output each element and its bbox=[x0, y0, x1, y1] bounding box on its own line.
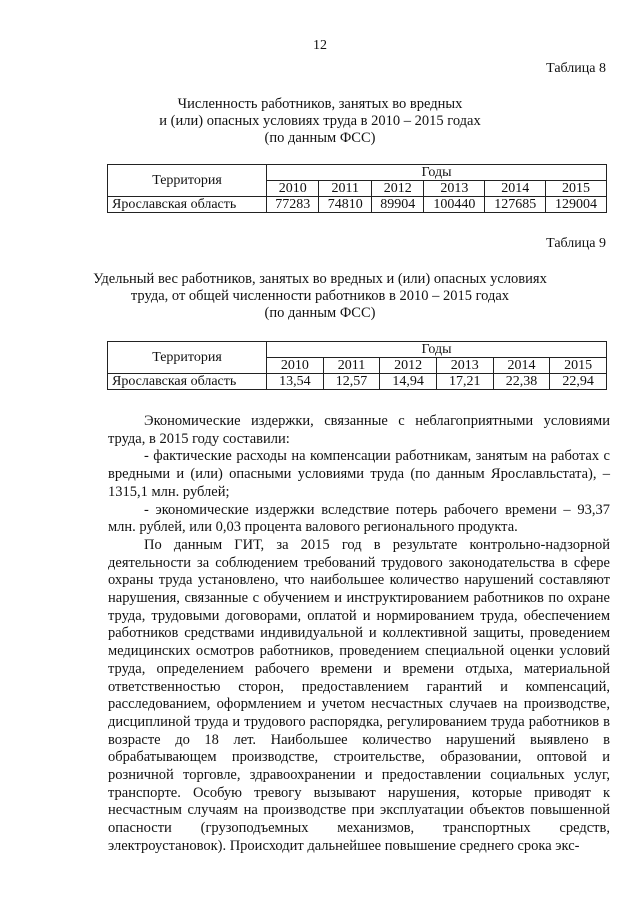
region-cell: Ярославская область bbox=[108, 374, 267, 390]
year-cell: 2013 bbox=[436, 358, 493, 374]
table-9-caption-line: (по данным ФСС) bbox=[264, 305, 376, 321]
years-header: Годы bbox=[267, 165, 607, 181]
value-cell: 13,54 bbox=[267, 374, 324, 390]
years-header: Годы bbox=[267, 342, 607, 358]
value-cell: 89904 bbox=[371, 197, 423, 213]
table-8-label: Таблица 8 bbox=[546, 61, 606, 76]
value-cell: 100440 bbox=[424, 197, 485, 213]
value-cell: 12,57 bbox=[323, 374, 380, 390]
value-cell: 127685 bbox=[485, 197, 546, 213]
value-cell: 14,94 bbox=[380, 374, 437, 390]
value-cell: 77283 bbox=[267, 197, 319, 213]
paragraph: Экономические издержки, связанные с неблагоприятными условиями труда, в 2015 году составили: bbox=[108, 413, 610, 447]
page-number: 12 bbox=[313, 38, 327, 53]
table-9-caption bbox=[86, 271, 554, 322]
table-9-caption-line: труда, от общей численности работников в 2010 – 2015 годах bbox=[130, 288, 510, 304]
value-cell: 22,94 bbox=[550, 374, 607, 390]
table-8-caption-line: (по данным ФСС) bbox=[264, 130, 376, 146]
year-cell: 2012 bbox=[380, 358, 437, 374]
table-row bbox=[108, 197, 607, 213]
table-header-row bbox=[108, 165, 607, 181]
year-cell: 2014 bbox=[485, 181, 546, 197]
table-9-caption-line: Удельный вес работников, занятых во вредных и (или) опасных условиях bbox=[93, 271, 547, 287]
year-cell: 2014 bbox=[493, 358, 550, 374]
year-cell: 2015 bbox=[550, 358, 607, 374]
value-cell: 22,38 bbox=[493, 374, 550, 390]
table-8-caption bbox=[100, 96, 540, 147]
list-item: - экономические издержки вследствие потерь рабочего времени – 93,37 млн. рублей, или 0,03 процента валового регионального продукта. bbox=[108, 501, 610, 536]
year-cell: 2013 bbox=[424, 181, 485, 197]
year-cell: 2011 bbox=[319, 181, 371, 197]
table-row bbox=[108, 374, 607, 390]
value-cell: 74810 bbox=[319, 197, 371, 213]
year-cell: 2011 bbox=[323, 358, 380, 374]
body-text bbox=[108, 413, 610, 856]
paragraph: По данным ГИТ, за 2015 год в результате контрольно-надзорной деятельности за соблюдением требований трудового законодательства в сфере охраны труда установлено, что наибольшее количество нарушений составляют нарушения, связанные с обучением и инструктированием работников по охране труда, трудовыми договорами, оплатой и нормированием труда, обеспечением работников средствами индивидуальной и коллективной защиты, проведением медицинских осмотров работников, проведением специальной оценки условий труда, определением рабочего времени и времени отдыха, материальной ответственностью сторон, предоставлением гарантий и компенсаций, расследованием, оформлением и учетом несчастных случаев на производстве, дисциплиной труда и трудового распорядка, регулированием труда работников в возрасте до 18 лет. Наибольшее количество нарушений выявлено в обрабатывающем производстве, строительстве, образовании, оптовой и розничной торговле, здравоохранении и предоставлении социальных услуг, транспорте. Особую тревогу вызывают нарушения, которые приводят к несчастным случаям на производстве при эксплуатации объектов повышенной опасности (грузоподъемных механизмов, транспортных средств, электроустановок). Происходит дальнейшее повышение среднего срока экс- bbox=[108, 536, 610, 854]
value-cell: 17,21 bbox=[436, 374, 493, 390]
table-8-caption-line: Численность работников, занятых во вредных bbox=[177, 96, 463, 112]
table-8-caption-line: и (или) опасных условиях труда в 2010 – 2015 годах bbox=[159, 113, 481, 129]
table-9 bbox=[107, 341, 607, 390]
value-cell: 129004 bbox=[546, 197, 607, 213]
table-9-label: Таблица 9 bbox=[546, 236, 606, 251]
year-cell: 2015 bbox=[546, 181, 607, 197]
year-cell: 2012 bbox=[371, 181, 423, 197]
territory-header: Территория bbox=[108, 342, 267, 374]
year-cell: 2010 bbox=[267, 358, 324, 374]
table-8 bbox=[107, 164, 607, 213]
list-item: - фактические расходы на компенсации работникам, занятым на работах с вредными и (или) опасными условиями труда (по данным Ярославльстата), – 1315,1 млн. рублей; bbox=[108, 448, 610, 500]
region-cell: Ярославская область bbox=[108, 197, 267, 213]
table-header-row bbox=[108, 342, 607, 358]
territory-header: Территория bbox=[108, 165, 267, 197]
year-cell: 2010 bbox=[267, 181, 319, 197]
